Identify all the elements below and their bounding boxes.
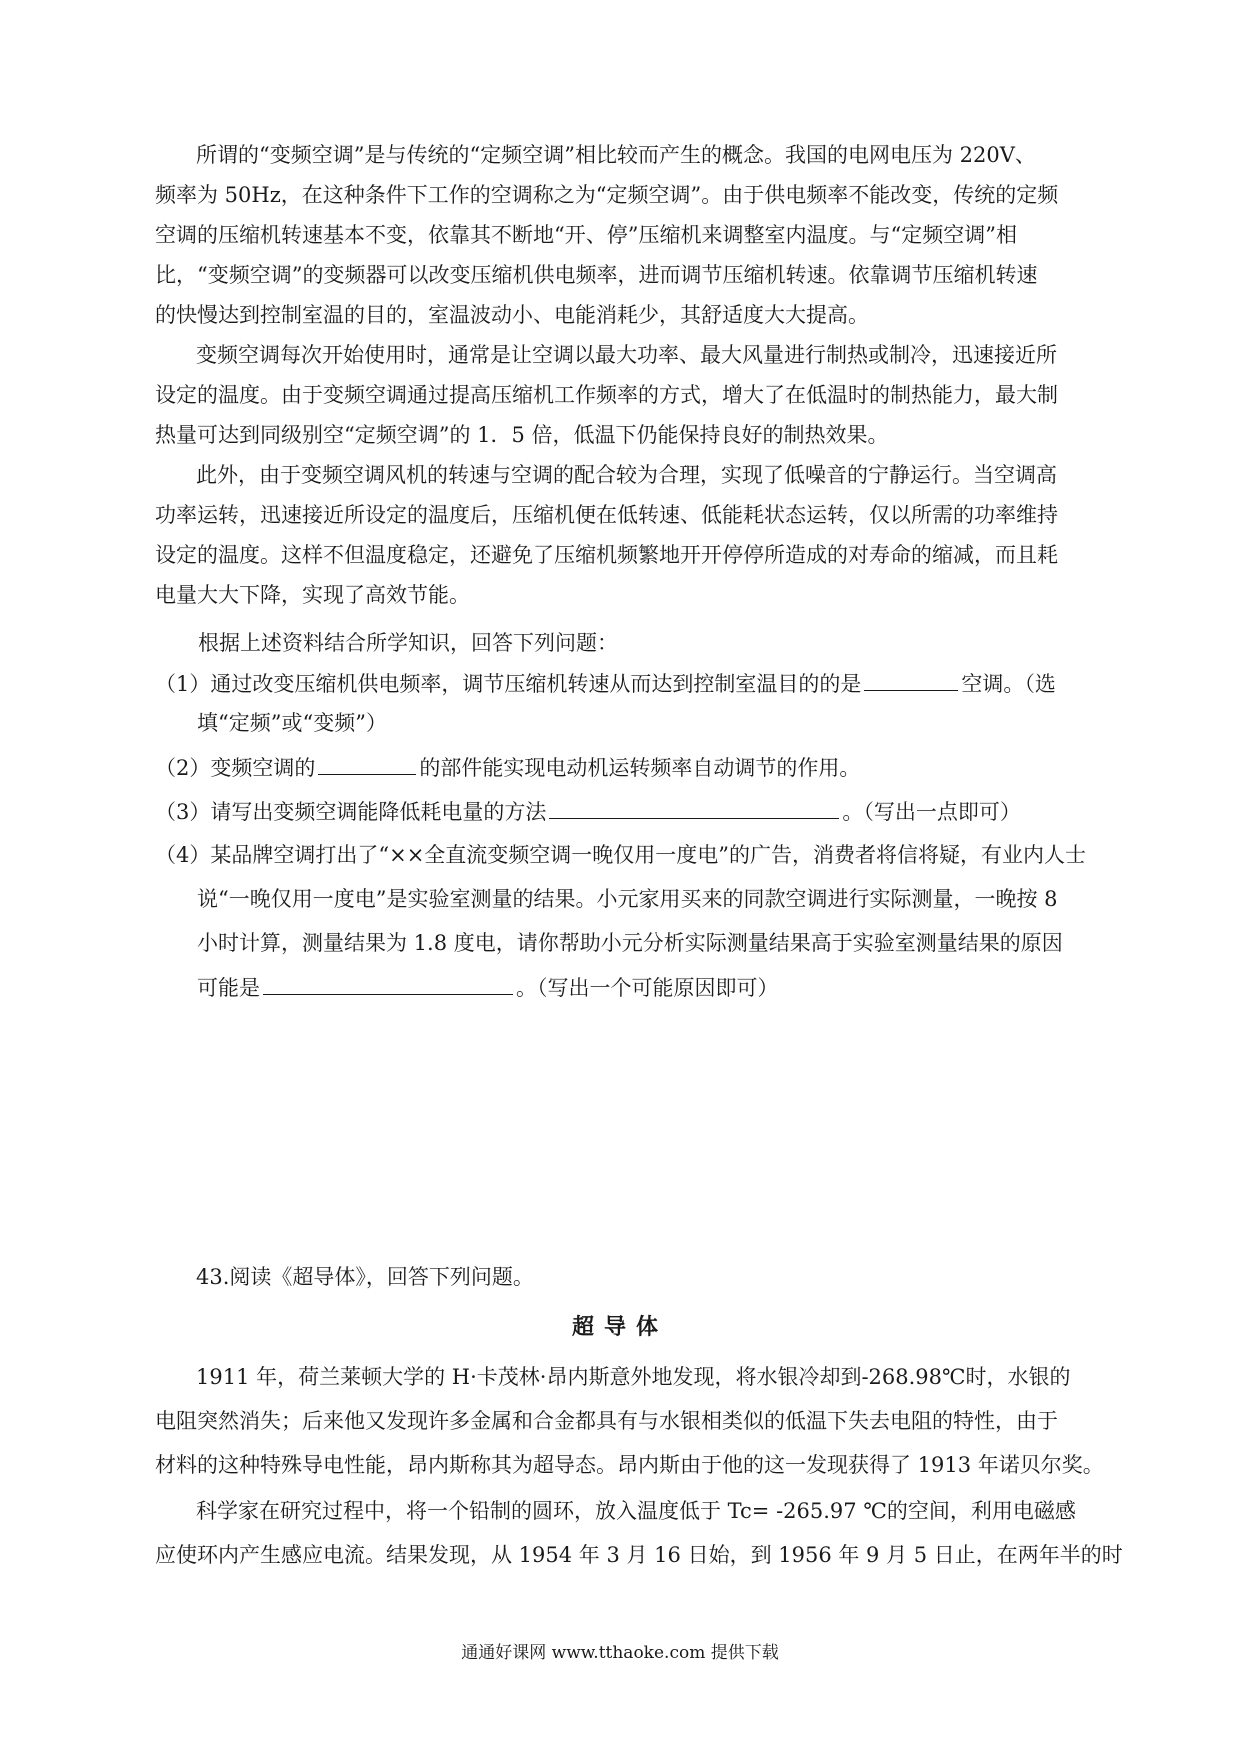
question-4-line2: 说“一晚仅用一度电”是实验室测量的结果。小元家用买来的同款空调进行实际测量，一晚按 8 (197, 887, 1058, 911)
passage1-p3-line3: 设定的温度。这样不但温度稳定，还避免了压缩机频繁地开开停停所造成的对寿命的缩减，而且耗 (155, 543, 1058, 567)
question-1-answer-blank[interactable] (864, 668, 958, 691)
question-1-continuation: 填“定频”或“变频”） (197, 711, 387, 735)
page-footer: 通通好课网 www.tthaoke.com 提供下载 (461, 1643, 779, 1663)
question-3 (155, 796, 1021, 827)
question-2-tail: 的部件能实现电动机运转频率自动调节的作用。 (419, 756, 861, 780)
passage1-p3-line1: 此外，由于变频空调风机的转速与空调的配合较为合理，实现了低噪音的宁静运行。当空调高 (196, 463, 1057, 487)
passage1-p2-line1: 变频空调每次开始使用时，通常是让空调以最大功率、最大风量进行制热或制冷，迅速接近所 (196, 343, 1057, 367)
passage1-p1-line5: 的快慢达到控制室温的目的，室温波动小、电能消耗少，其舒适度大大提高。 (155, 303, 869, 327)
passage1-p1-line4: 比，“变频空调”的变频器可以改变压缩机供电频率，进而调节压缩机转速。依靠调节压缩机转速 (155, 263, 1038, 287)
question-4-text: 可能是 (197, 976, 260, 1000)
question-4-line4 (197, 972, 779, 1003)
question-4-line1: （4）某品牌空调打出了“××全直流变频空调一晚仅用一度电”的广告，消费者将信将疑，有业内人士 (155, 843, 1087, 867)
passage1-p3-line4: 电量大大下降，实现了高效节能。 (155, 583, 470, 607)
q43-p2-line1: 科学家在研究过程中，将一个铅制的圆环，放入温度低于 Tc= -265.97 ℃的空间，利用电磁感 (196, 1499, 1076, 1523)
passage1-p2-line2: 设定的温度。由于变频空调通过提高压缩机工作频率的方式，增大了在低温时的制热能力，最大制 (155, 383, 1058, 407)
question-3-tail: 。（写出一点即可） (842, 800, 1021, 824)
q43-p1-line3: 材料的这种特殊导电性能，昂内斯称其为超导态。昂内斯由于他的这一发现获得了 1913 年诺贝尔奖。 (155, 1453, 1104, 1477)
passage1-p1-line3: 空调的压缩机转速基本不变，依靠其不断地“开、停”压缩机来调整室内温度。与“定频空调”相 (155, 223, 1017, 247)
passage1-p2-line3: 热量可达到同级别空“定频空调”的 1．5 倍，低温下仍能保持良好的制热效果。 (155, 423, 889, 447)
passage1-p1-line1: 所谓的“变频空调”是与传统的“定频空调”相比较而产生的概念。我国的电网电压为 220V、 (196, 143, 1036, 167)
q43-p2-line2: 应使环内产生感应电流。结果发现，从 1954 年 3 月 16 日始，到 1956 年 9 月 5 日止，在两年半的时 (155, 1543, 1123, 1567)
question-2-answer-blank[interactable] (318, 752, 416, 775)
question-3-text: （3）请写出变频空调能降低耗电量的方法 (155, 800, 547, 824)
question-1-tail: 空调。（选 (961, 672, 1056, 696)
passage1-p3-line2: 功率运转，迅速接近所设定的温度后，压缩机便在低转速、低能耗状态运转，仅以所需的功率维持 (155, 503, 1058, 527)
passage1-p1-line2: 频率为 50Hz，在这种条件下工作的空调称之为“定频空调”。由于供电频率不能改变，传统的定频 (155, 183, 1059, 207)
question-3-answer-blank[interactable] (549, 796, 839, 819)
question-prompt: 根据上述资料结合所学知识，回答下列问题： (198, 631, 618, 655)
q43-p1-line1: 1911 年，荷兰莱顿大学的 H·卡茂林·昂内斯意外地发现，将水银冷却到-268.98℃时，水银的 (196, 1365, 1071, 1389)
question-4-tail: 。（写出一个可能原因即可） (516, 976, 779, 1000)
question-4-answer-blank[interactable] (263, 972, 513, 995)
question-43-heading: 43.阅读《超导体》，回答下列问题。 (196, 1265, 534, 1289)
question-4-line3: 小时计算，测量结果为 1.8 度电，请你帮助小元分析实际测量结果高于实验室测量结果的原因 (197, 931, 1063, 955)
question-2-text: （2）变频空调的 (155, 756, 316, 780)
question-1-text: （1）通过改变压缩机供电频率，调节压缩机转速从而达到控制室温目的的是 (155, 672, 862, 696)
question-2 (155, 752, 860, 783)
article-title: 超导体 (571, 1314, 668, 1340)
q43-p1-line2: 电阻突然消失；后来他又发现许多金属和合金都具有与水银相类似的低温下失去电阻的特性，由于 (155, 1409, 1058, 1433)
question-1 (155, 668, 1056, 699)
